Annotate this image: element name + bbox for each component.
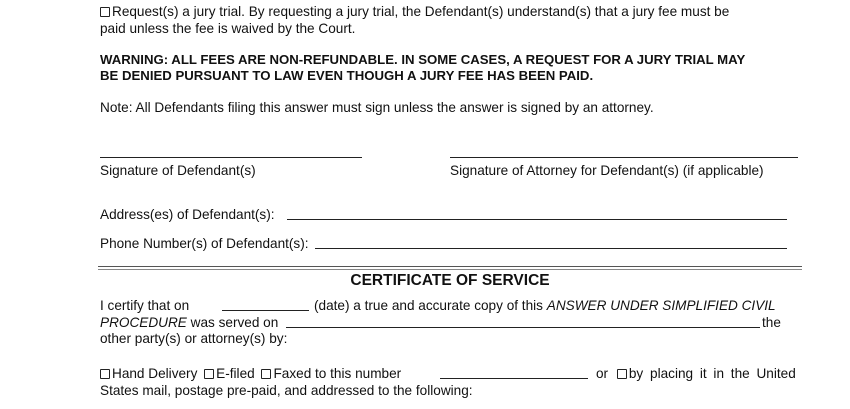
defendant-signature-line[interactable] [100, 144, 362, 158]
defendant-signature-label: Signature of Defendant(s) [100, 163, 256, 178]
served-on-field[interactable] [286, 314, 760, 328]
warning-line-2: BE DENIED PURSUANT TO LAW EVEN THOUGH A JURY FEE HAS BEEN PAID. [100, 68, 594, 83]
note-text: Note: All Defendants filing this answer must sign unless the answer is signed by an attorney. [100, 100, 654, 115]
mail-checkbox[interactable] [617, 369, 627, 379]
address-field[interactable] [287, 206, 787, 220]
jury-request-line-1 [100, 4, 800, 19]
certificate-title: CERTIFICATE OF SERVICE [350, 272, 550, 289]
efiled-checkbox[interactable] [204, 369, 214, 379]
address-label: Address(es) of Defendant(s): [100, 207, 275, 222]
faxed-label: Faxed to this number [273, 366, 402, 381]
document-title-part-2: PROCEDURE [100, 315, 187, 330]
attorney-signature-line[interactable] [450, 144, 798, 158]
certify-line-2 [100, 315, 278, 330]
or-label: or [596, 366, 609, 381]
attorney-signature-label: Signature of Attorney for Defendant(s) (if applicable) [450, 163, 764, 178]
fax-number-field[interactable] [440, 365, 588, 379]
efiled-label: E-filed [216, 366, 255, 381]
document-title-part-1: ANSWER UNDER SIMPLIFIED CIVIL [546, 298, 776, 313]
jury-request-checkbox[interactable] [100, 7, 110, 17]
mail-label: by placing it in the United [628, 366, 796, 381]
service-date-field[interactable] [222, 297, 309, 311]
hand-delivery-checkbox[interactable] [100, 369, 110, 379]
phone-field[interactable] [315, 235, 787, 249]
certify-date-text [314, 298, 776, 313]
faxed-checkbox[interactable] [261, 369, 271, 379]
the-label: the [762, 315, 781, 330]
service-methods-line [100, 366, 401, 381]
mail-option [596, 366, 796, 381]
section-divider [98, 266, 802, 270]
other-party-label: other party(s) or attorney(s) by: [100, 331, 288, 346]
certify-prefix: I certify that on [100, 298, 190, 313]
jury-request-text: Request(s) a jury trial. By requesting a jury trial, the Defendant(s) understand(s) that a jury fee must be [112, 4, 730, 19]
mail-line-2: States mail, postage pre-paid, and addressed to the following: [100, 383, 473, 398]
hand-delivery-label: Hand Delivery [112, 366, 198, 381]
phone-label: Phone Number(s) of Defendant(s): [100, 236, 309, 251]
served-on-label: was served on [190, 315, 279, 330]
jury-request-line-2: paid unless the fee is waived by the Court. [100, 21, 356, 36]
warning-line-1: WARNING: ALL FEES ARE NON-REFUNDABLE. IN SOME CASES, A REQUEST FOR A JURY TRIAL MAY [100, 52, 746, 67]
certify-date-label: (date) a true and accurate copy of this [314, 298, 543, 313]
